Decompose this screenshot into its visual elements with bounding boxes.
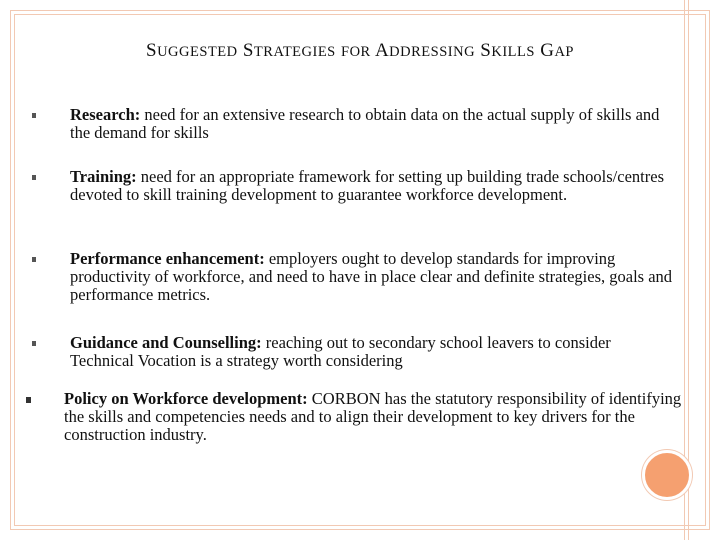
item-term: Guidance and Counselling: — [70, 333, 262, 352]
item-body: employers ought to develop standards for improving productivity of workforce, and need to have in place clear and definite strategies, goals and performance metrics. — [70, 249, 673, 304]
item-term: Performance enhancement: — [70, 249, 265, 268]
slide-title: SUGGESTED STRATEGIES FOR ADDRESSING SKILLS GAP — [145, 40, 574, 61]
bullet-icon — [32, 113, 36, 118]
bullet-icon — [32, 175, 36, 180]
vertical-rule-2 — [688, 0, 689, 540]
item-text — [30, 390, 690, 444]
item-term: Training: — [70, 167, 137, 186]
list-item — [30, 390, 690, 444]
bullet-icon — [32, 257, 36, 262]
bullet-icon — [32, 341, 36, 346]
item-term: Research: — [70, 105, 141, 124]
item-body: reaching out to secondary school leavers to consider Technical Vocation is a strategy worth considering — [70, 333, 611, 370]
item-text — [36, 168, 676, 204]
decorative-circle — [642, 450, 692, 500]
item-body: need for an extensive research to obtain data on the actual supply of skills and the demand for skills — [70, 105, 660, 142]
list-item — [36, 334, 676, 370]
list-item — [36, 106, 676, 142]
item-text — [36, 250, 676, 304]
item-term: Policy on Workforce development: — [64, 389, 308, 408]
list-item — [36, 250, 676, 304]
list-item — [36, 168, 676, 204]
item-body: CORBON has the statutory responsibility of identifying the skills and competencies needs and to align their development to key drivers for the construction industry. — [64, 389, 682, 444]
bullet-icon — [26, 397, 31, 403]
item-text — [36, 334, 676, 370]
item-text — [36, 106, 676, 142]
item-body: need for an appropriate framework for setting up building trade schools/centres devoted to skill training development to guarantee workforce development. — [70, 167, 664, 204]
